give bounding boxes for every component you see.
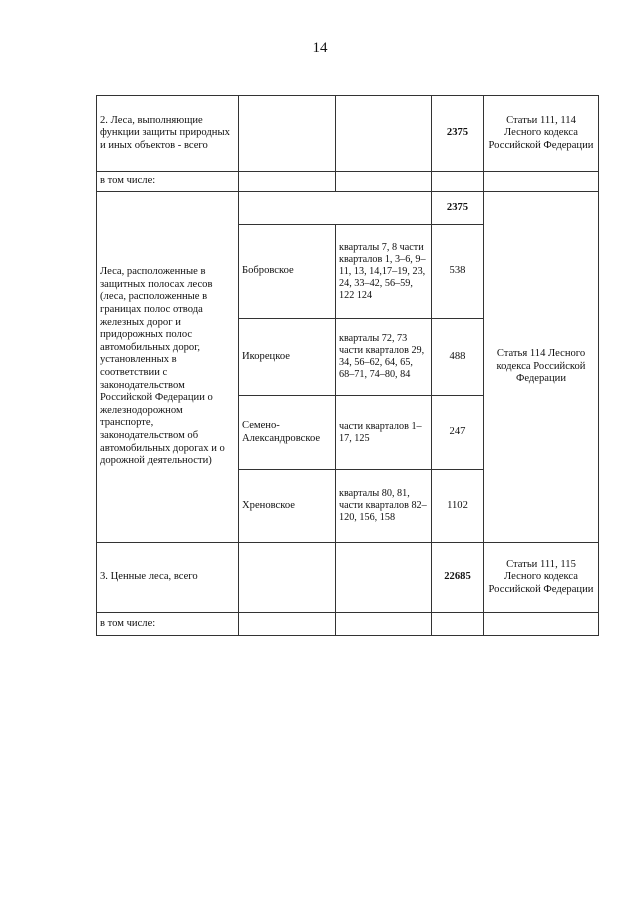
area-cell: 2375 <box>432 192 484 225</box>
empty-cell <box>336 543 432 613</box>
quarters-cell: кварталы 7, 8 части кварталов 1, 3–6, 9–11, 13, 14,17–19, 23, 24, 33–42, 56–59, 122 124 <box>336 225 432 319</box>
empty-cell <box>239 172 336 192</box>
empty-cell <box>239 96 336 172</box>
table-row <box>97 613 599 636</box>
forestry-name: Бобровское <box>239 225 336 319</box>
quarters-cell: кварталы 80, 81, части кварталов 82–120, 156, 158 <box>336 470 432 543</box>
legal-basis-cell: Статьи 111, 114 Лесного кодекса Российской Федерации <box>484 96 599 172</box>
category-label-protective: 2. Леса, выполняющие функции защиты природных и иных объектов - всего <box>97 96 239 172</box>
area-cell: 1102 <box>432 470 484 543</box>
table-row <box>97 192 599 225</box>
table-row <box>97 172 599 192</box>
empty-cell <box>239 192 432 225</box>
empty-cell <box>239 613 336 636</box>
empty-cell <box>432 172 484 192</box>
empty-cell <box>239 543 336 613</box>
empty-cell <box>336 613 432 636</box>
area-cell: 488 <box>432 319 484 396</box>
quarters-cell: части кварталов 1–17, 125 <box>336 396 432 470</box>
area-cell: 2375 <box>432 96 484 172</box>
forestry-name: Икорецкое <box>239 319 336 396</box>
including-label: в том числе: <box>97 613 239 636</box>
empty-cell <box>336 172 432 192</box>
category-label-valuable: 3. Ценные леса, всего <box>97 543 239 613</box>
legal-basis-cell: Статья 114 Лесного кодекса Российской Федерации <box>484 192 599 543</box>
forestry-name: Семено-Александровское <box>239 396 336 470</box>
category-label-strips: Леса, расположенные в защитных полосах лесов (леса, расположенные в границах полос отвода железных дорог и придорожных полос автомобильных дорог, установленных в соответствии с законодательством Российской Федерации о железнодорожном транспорте, законодательством об автомобильных дорогах и о дорожной деятельности) <box>97 192 239 543</box>
empty-cell <box>484 613 599 636</box>
empty-cell <box>336 96 432 172</box>
empty-cell <box>484 172 599 192</box>
forest-table <box>96 95 599 636</box>
area-cell: 22685 <box>432 543 484 613</box>
legal-basis-cell: Статьи 111, 115 Лесного кодекса Российской Федерации <box>484 543 599 613</box>
empty-cell <box>432 613 484 636</box>
area-cell: 538 <box>432 225 484 319</box>
page-number: 14 <box>312 40 328 56</box>
table-row <box>97 96 599 172</box>
forestry-name: Хреновское <box>239 470 336 543</box>
including-label: в том числе: <box>97 172 239 192</box>
table-row <box>97 543 599 613</box>
quarters-cell: кварталы 72, 73 части кварталов 29, 34, 56–62, 64, 65, 68–71, 74–80, 84 <box>336 319 432 396</box>
area-cell: 247 <box>432 396 484 470</box>
